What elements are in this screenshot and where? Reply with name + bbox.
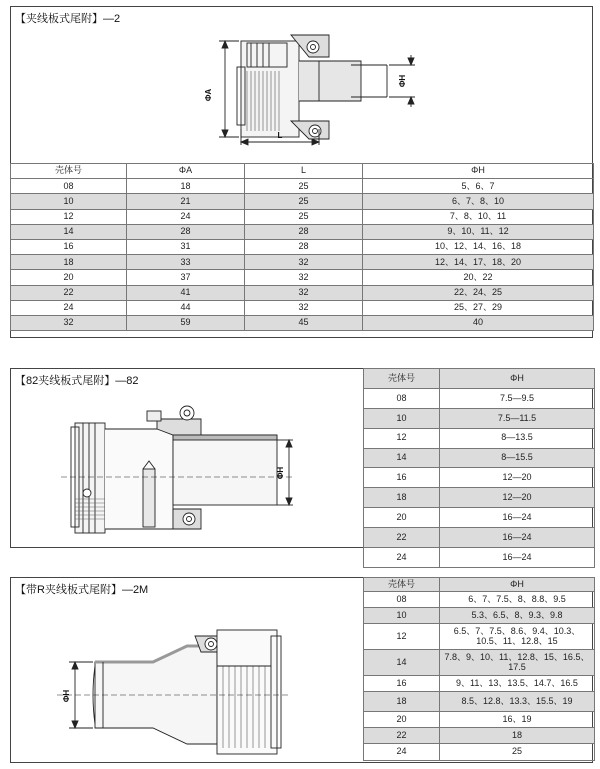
shell-size-cell: 08 [364,388,440,408]
tail-clamp-82-panel [10,368,593,562]
section-title: 【带R夹线板式尾附】—2M [15,584,149,596]
header-cell: ΦH [440,578,595,592]
shell-size-cell: 22 [364,728,440,744]
table-row [364,744,595,761]
table-row [11,300,594,315]
shell-size-cell: 20 [364,508,440,528]
phiH-cell: 16—24 [440,508,595,528]
shell-size-cell: 10 [11,194,127,209]
L-cell: 28 [245,224,363,239]
table-row [364,388,595,408]
shell-size-cell: 18 [11,255,127,270]
phiA-cell: 44 [127,300,245,315]
phiH-cell: 9、11、13、13.5、14.7、16.5 [440,676,595,692]
table-row [364,408,595,428]
shell-size-cell: 24 [364,744,440,761]
table-row [11,270,594,285]
phiH-cell: 5.3、6.5、8、9.3、9.8 [440,608,595,624]
table-row [364,624,595,650]
header-cell: 壳体号 [11,164,127,179]
phiH-cell: 40 [363,315,594,330]
tail-clamp-2-drawing [191,21,431,149]
shell-size-cell: 22 [11,285,127,300]
table-row [364,508,595,528]
L-cell: 32 [245,270,363,285]
dim-phiH-label: ΦH [62,689,71,703]
table-row [364,728,595,744]
L-cell: 32 [245,285,363,300]
header-cell: ΦA [127,164,245,179]
table-row [11,255,594,270]
shell-size-cell: 20 [11,270,127,285]
shell-size-cell: 14 [364,650,440,676]
phiH-cell: 20、22 [363,270,594,285]
phiA-cell: 24 [127,209,245,224]
tail-clamp-2-panel [10,6,593,338]
dim-phiH-label: ΦH [398,74,407,88]
shell-size-cell: 24 [364,548,440,568]
shell-size-cell: 18 [364,692,440,712]
header-cell: ΦH [363,164,594,179]
table-row [364,468,595,488]
shell-size-cell: 24 [11,300,127,315]
phiA-cell: 59 [127,315,245,330]
table-row [11,194,594,209]
table-row [11,239,594,254]
phiH-cell: 6、7、7.5、8、8.8、9.5 [440,592,595,608]
table-row [364,428,595,448]
shell-size-cell: 12 [364,624,440,650]
phiH-cell: 12—20 [440,468,595,488]
phiA-cell: 41 [127,285,245,300]
table-row [364,548,595,568]
phiA-cell: 21 [127,194,245,209]
table-row [364,676,595,692]
phiA-cell: 28 [127,224,245,239]
shell-size-cell: 20 [364,712,440,728]
phiH-cell: 16、19 [440,712,595,728]
phiH-cell: 7.5—11.5 [440,408,595,428]
phiA-cell: 37 [127,270,245,285]
header-cell: 壳体号 [364,578,440,592]
dim-phiH-label: ΦH [276,466,285,480]
phiH-cell: 18 [440,728,595,744]
phiH-cell: 12—20 [440,488,595,508]
shell-size-cell: 22 [364,528,440,548]
phiH-cell: 5、6、7 [363,179,594,194]
header-cell: ΦH [440,369,595,389]
phiH-cell: 16—24 [440,528,595,548]
header-cell: L [245,164,363,179]
table-row [364,488,595,508]
table-row [364,650,595,676]
phiH-cell: 6、7、8、10 [363,194,594,209]
phiH-cell: 7.5—9.5 [440,388,595,408]
table-header-row [11,164,594,179]
shell-size-cell: 32 [11,315,127,330]
shell-size-cell: 08 [364,592,440,608]
dim-L-label: L [277,131,283,140]
L-cell: 28 [245,239,363,254]
tail-clamp-82-drawing [61,399,301,539]
phiH-cell: 6.5、7、7.5、8.6、9.4、10.3、10.5、11、12.8、15 [440,624,595,650]
section-title: 【夹线板式尾附】—2 [15,13,121,25]
phiH-cell: 9、10、11、12 [363,224,594,239]
L-cell: 25 [245,179,363,194]
phiH-cell: 8.5、12.8、13.3、15.5、19 [440,692,595,712]
table-row [11,224,594,239]
shell-size-cell: 18 [364,488,440,508]
table-row [364,528,595,548]
shell-size-cell: 16 [11,239,127,254]
shell-size-cell: 16 [364,468,440,488]
phiH-cell: 12、14、17、18、20 [363,255,594,270]
phiH-cell: 25 [440,744,595,761]
tail-clamp-2M-drawing [57,616,297,761]
phiH-cell: 7、8、10、11 [363,209,594,224]
phiH-cell: 22、24、25 [363,285,594,300]
shell-size-cell: 10 [364,408,440,428]
phiH-cell: 10、12、14、16、18 [363,239,594,254]
shell-size-cell: 16 [364,676,440,692]
shell-size-cell: 12 [364,428,440,448]
spec-table [363,368,595,568]
phiA-cell: 31 [127,239,245,254]
shell-size-cell: 10 [364,608,440,624]
phiA-cell: 33 [127,255,245,270]
table-row [364,692,595,712]
L-cell: 25 [245,194,363,209]
dim-phiA-label: ΦA [204,88,213,102]
phiH-cell: 8—13.5 [440,428,595,448]
L-cell: 32 [245,255,363,270]
shell-size-cell: 14 [364,448,440,468]
shell-size-cell: 12 [11,209,127,224]
phiH-cell: 8—15.5 [440,448,595,468]
table-row [364,712,595,728]
phiH-cell: 25、27、29 [363,300,594,315]
table-row [364,608,595,624]
shell-size-cell: 08 [11,179,127,194]
L-cell: 25 [245,209,363,224]
table-row [11,209,594,224]
table-header-row [364,578,595,592]
table-row [11,285,594,300]
table-row [11,315,594,330]
L-cell: 32 [245,300,363,315]
table-header-row [364,369,595,389]
table-row [11,179,594,194]
tail-clamp-2M-panel [10,577,593,763]
section-title: 【82夹线板式尾附】—82 [15,375,139,387]
phiA-cell: 18 [127,179,245,194]
L-cell: 45 [245,315,363,330]
spec-table [363,577,595,761]
table-row [364,592,595,608]
phiH-cell: 16—24 [440,548,595,568]
header-cell: 壳体号 [364,369,440,389]
spec-table [10,163,594,331]
table-row [364,448,595,468]
shell-size-cell: 14 [11,224,127,239]
phiH-cell: 7.8、9、10、11、12.8、15、16.5、17.5 [440,650,595,676]
